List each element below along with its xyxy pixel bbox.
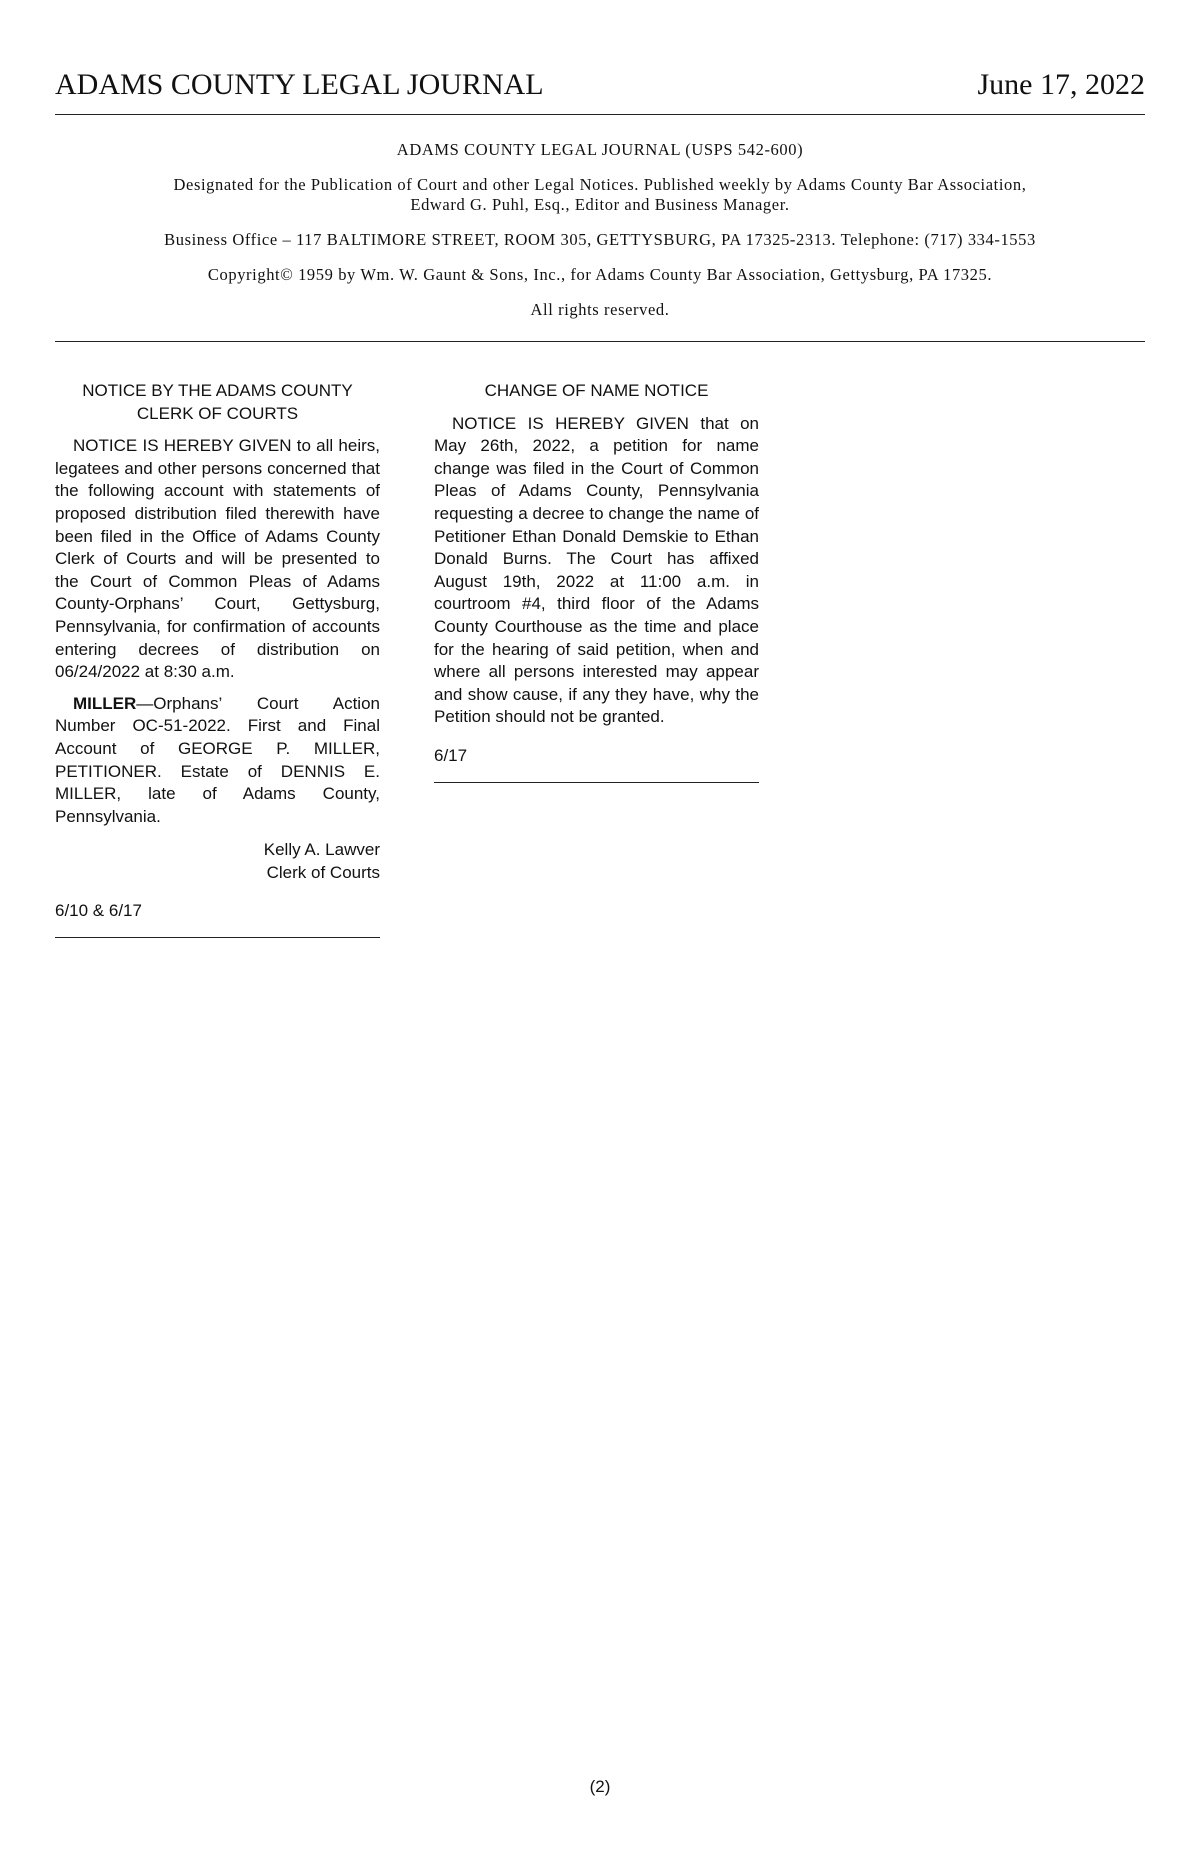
header-rule — [55, 114, 1145, 115]
signer-title: Clerk of Courts — [266, 862, 380, 882]
clerk-notice-heading-line-1: NOTICE BY THE ADAMS COUNTY — [82, 381, 353, 400]
estate-entry — [55, 693, 380, 829]
clerk-notice — [55, 380, 380, 938]
journal-name: ADAMS COUNTY LEGAL JOURNAL — [55, 68, 544, 101]
name-change-body: NOTICE IS HEREBY GIVEN that on May 26th, 2022, a petition for name change was filed in the Court of Common Pleas of Adams County, Pennsylvania requesting a decree to change the name of Petitioner Ethan Donald Demskie to Ethan Donald Burns. The Court has affixed August 19th, 2022 at 11:00 a.m. in courtroom #4, third floor of the Adams County Courthouse as the time and place for the hearing of said petition, when and where all persons interested may appear and show cause, if any they have, why the Petition should not be granted. — [434, 413, 759, 727]
estate-text: —Orphans’ Court Action Number OC-51-2022. First and Final Account of GEORGE P. MILLER, PETITIONER. Estate of DENNIS E. MILLER, late of Adams County, Pennsylvania. — [55, 693, 380, 826]
name-change-notice — [434, 380, 759, 783]
masthead-office: Business Office – 117 BALTIMORE STREET, ROOM 305, GETTYSBURG, PA 17325-2313. Telephone: (717) 334-1553 — [164, 230, 1036, 249]
name-change-dates: 6/17 — [434, 745, 468, 765]
signer-name: Kelly A. Lawver — [263, 840, 380, 860]
clerk-notice-heading-line-2: CLERK OF COURTS — [136, 403, 299, 423]
masthead-designation — [55, 175, 1145, 215]
clerk-notice-heading — [55, 380, 380, 425]
estate-name: MILLER — [73, 693, 137, 713]
clerk-notice-dates: 6/10 & 6/17 — [55, 901, 142, 921]
clerk-signature — [55, 839, 380, 884]
masthead-copyright: Copyright© 1959 by Wm. W. Gaunt & Sons, Inc., for Adams County Bar Association, Gettysburg, PA 17325. — [207, 265, 993, 284]
masthead-designation-line-1: Designated for the Publication of Court and other Legal Notices. Published weekly by Adams County Bar Association, — [173, 175, 1027, 194]
masthead-rule — [55, 341, 1145, 342]
page-number: (2) — [589, 1777, 611, 1796]
name-change-end-rule — [434, 782, 759, 783]
masthead-title: ADAMS COUNTY LEGAL JOURNAL (USPS 542-600) — [396, 140, 804, 159]
name-change-heading: CHANGE OF NAME NOTICE — [484, 381, 709, 400]
masthead-rights: All rights reserved. — [530, 300, 670, 319]
running-head — [55, 66, 1145, 104]
clerk-notice-end-rule — [55, 937, 380, 938]
clerk-notice-body: NOTICE IS HEREBY GIVEN to all heirs, legatees and other persons concerned that the following account with statements of proposed distribution filed therewith have been filed in the Office of Adams County Clerk of Courts and will be presented to the Court of Common Pleas of Adams County-Orphans’ Court, Gettysburg, Pennsylvania, for confirmation of accounts entering decrees of distribution on 06/24/2022 at 8:30 a.m. — [55, 436, 380, 682]
masthead-designation-line-2: Edward G. Puhl, Esq., Editor and Business Manager. — [410, 195, 790, 214]
issue-date: June 17, 2022 — [977, 68, 1145, 101]
masthead — [55, 140, 1145, 320]
